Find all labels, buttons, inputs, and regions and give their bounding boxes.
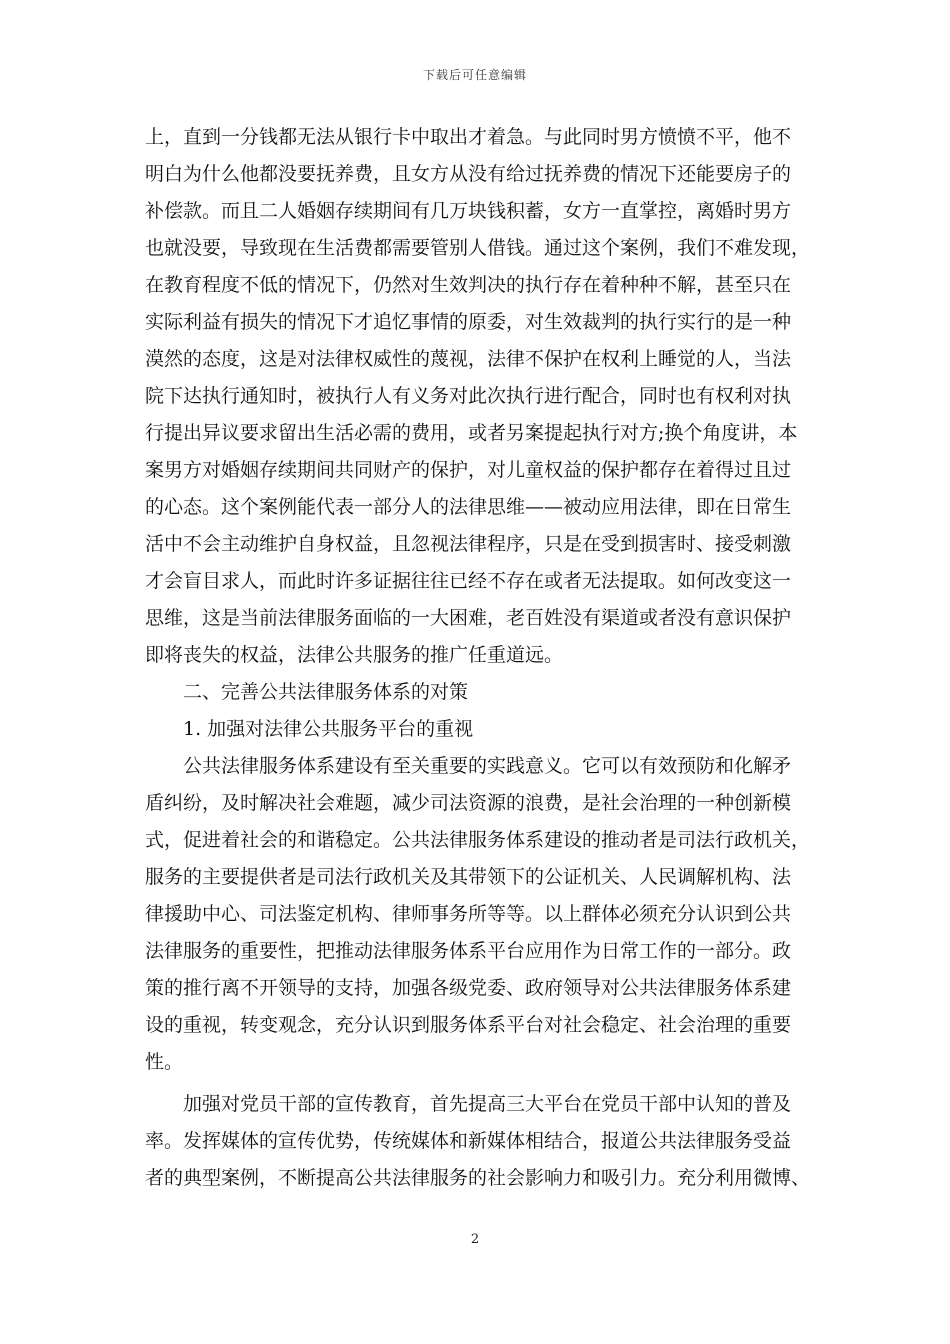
subsection-heading: 1. 加强对法律公共服务平台的重视 bbox=[183, 718, 474, 740]
page-number: 2 bbox=[470, 1232, 480, 1247]
paragraph-line: 律援助中心、司法鉴定机构、律师事务所等等。以上群体必须充分认识到公共 bbox=[145, 903, 792, 925]
paragraph-line: 服务的主要提供者是司法行政机关及其带领下的公证机关、人民调解机构、法 bbox=[145, 866, 792, 888]
paragraph-line: 公共法律服务体系建设有至关重要的实践意义。它可以有效预防和化解矛 bbox=[183, 755, 792, 777]
paragraph-line: 活中不会主动维护自身权益，且忽视法律程序，只是在受到损害时、接受刺激 bbox=[145, 533, 792, 555]
paragraph-line: 明白为什么他都没要抚养费，且女方从没有给过抚养费的情况下还能要房子的 bbox=[145, 163, 792, 185]
paragraph-line: 上，直到一分钱都无法从银行卡中取出才着急。与此同时男方愤愤不平，他不 bbox=[145, 126, 792, 148]
paragraph-line: 的心态。这个案例能代表一部分人的法律思维——被动应用法律，即在日常生 bbox=[145, 496, 792, 518]
paragraph-line: 性。 bbox=[145, 1051, 184, 1073]
paragraph-line: 院下达执行通知时，被执行人有义务对此次执行进行配合，同时也有权利对执 bbox=[145, 385, 792, 407]
paragraph-line: 盾纠纷，及时解决社会难题，减少司法资源的浪费，是社会治理的一种创新模 bbox=[145, 792, 792, 814]
page-header-note: 下载后可任意编辑 bbox=[422, 68, 527, 82]
body-text bbox=[145, 119, 810, 1197]
paragraph-line: 法律服务的重要性，把推动法律服务体系平台应用作为日常工作的一部分。政 bbox=[145, 940, 792, 962]
paragraph-line: 式，促进着社会的和谐稳定。公共法律服务体系建设的推动者是司法行政机关， bbox=[145, 829, 811, 851]
paragraph-line: 补偿款。而且二人婚姻存续期间有几万块钱积蓄，女方一直掌控，离婚时男方 bbox=[145, 200, 792, 222]
paragraph-line: 漠然的态度，这是对法律权威性的蔑视，法律不保护在权利上睡觉的人，当法 bbox=[145, 348, 792, 370]
paragraph-line: 也就没要，导致现在生活费都需要管别人借钱。通过这个案例，我们不难发现， bbox=[145, 237, 811, 259]
paragraph-line: 设的重视，转变观念，充分认识到服务体系平台对社会稳定、社会治理的重要 bbox=[145, 1014, 792, 1036]
paragraph-line: 策的推行离不开领导的支持，加强各级党委、政府领导对公共法律服务体系建 bbox=[145, 977, 792, 999]
paragraph-line: 案男方对婚姻存续期间共同财产的保护，对儿童权益的保护都存在着得过且过 bbox=[145, 459, 792, 481]
paragraph-line: 思维，这是当前法律服务面临的一大困难，老百姓没有渠道或者没有意识保护 bbox=[145, 607, 792, 629]
section-heading: 二、完善公共法律服务体系的对策 bbox=[183, 681, 469, 703]
paragraph-line: 在教育程度不低的情况下，仍然对生效判决的执行存在着种种不解，甚至只在 bbox=[145, 274, 792, 296]
paragraph-line: 即将丧失的权益，法律公共服务的推广任重道远。 bbox=[145, 644, 564, 666]
paragraph-line: 实际利益有损失的情况下才追忆事情的原委，对生效裁判的执行实行的是一种 bbox=[145, 311, 792, 333]
paragraph-line: 才会盲目求人，而此时许多证据往往已经不存在或者无法提取。如何改变这一 bbox=[145, 570, 792, 592]
paragraph-line: 率。发挥媒体的宣传优势，传统媒体和新媒体相结合，报道公共法律服务受益 bbox=[145, 1130, 792, 1152]
paragraph-line: 加强对党员干部的宣传教育，首先提高三大平台在党员干部中认知的普及 bbox=[183, 1093, 792, 1115]
paragraph-line: 者的典型案例，不断提高公共法律服务的社会影响力和吸引力。充分利用微博、 bbox=[145, 1167, 811, 1189]
paragraph-line: 行提出异议要求留出生活必需的费用，或者另案提起执行对方;换个角度讲，本 bbox=[145, 422, 798, 444]
